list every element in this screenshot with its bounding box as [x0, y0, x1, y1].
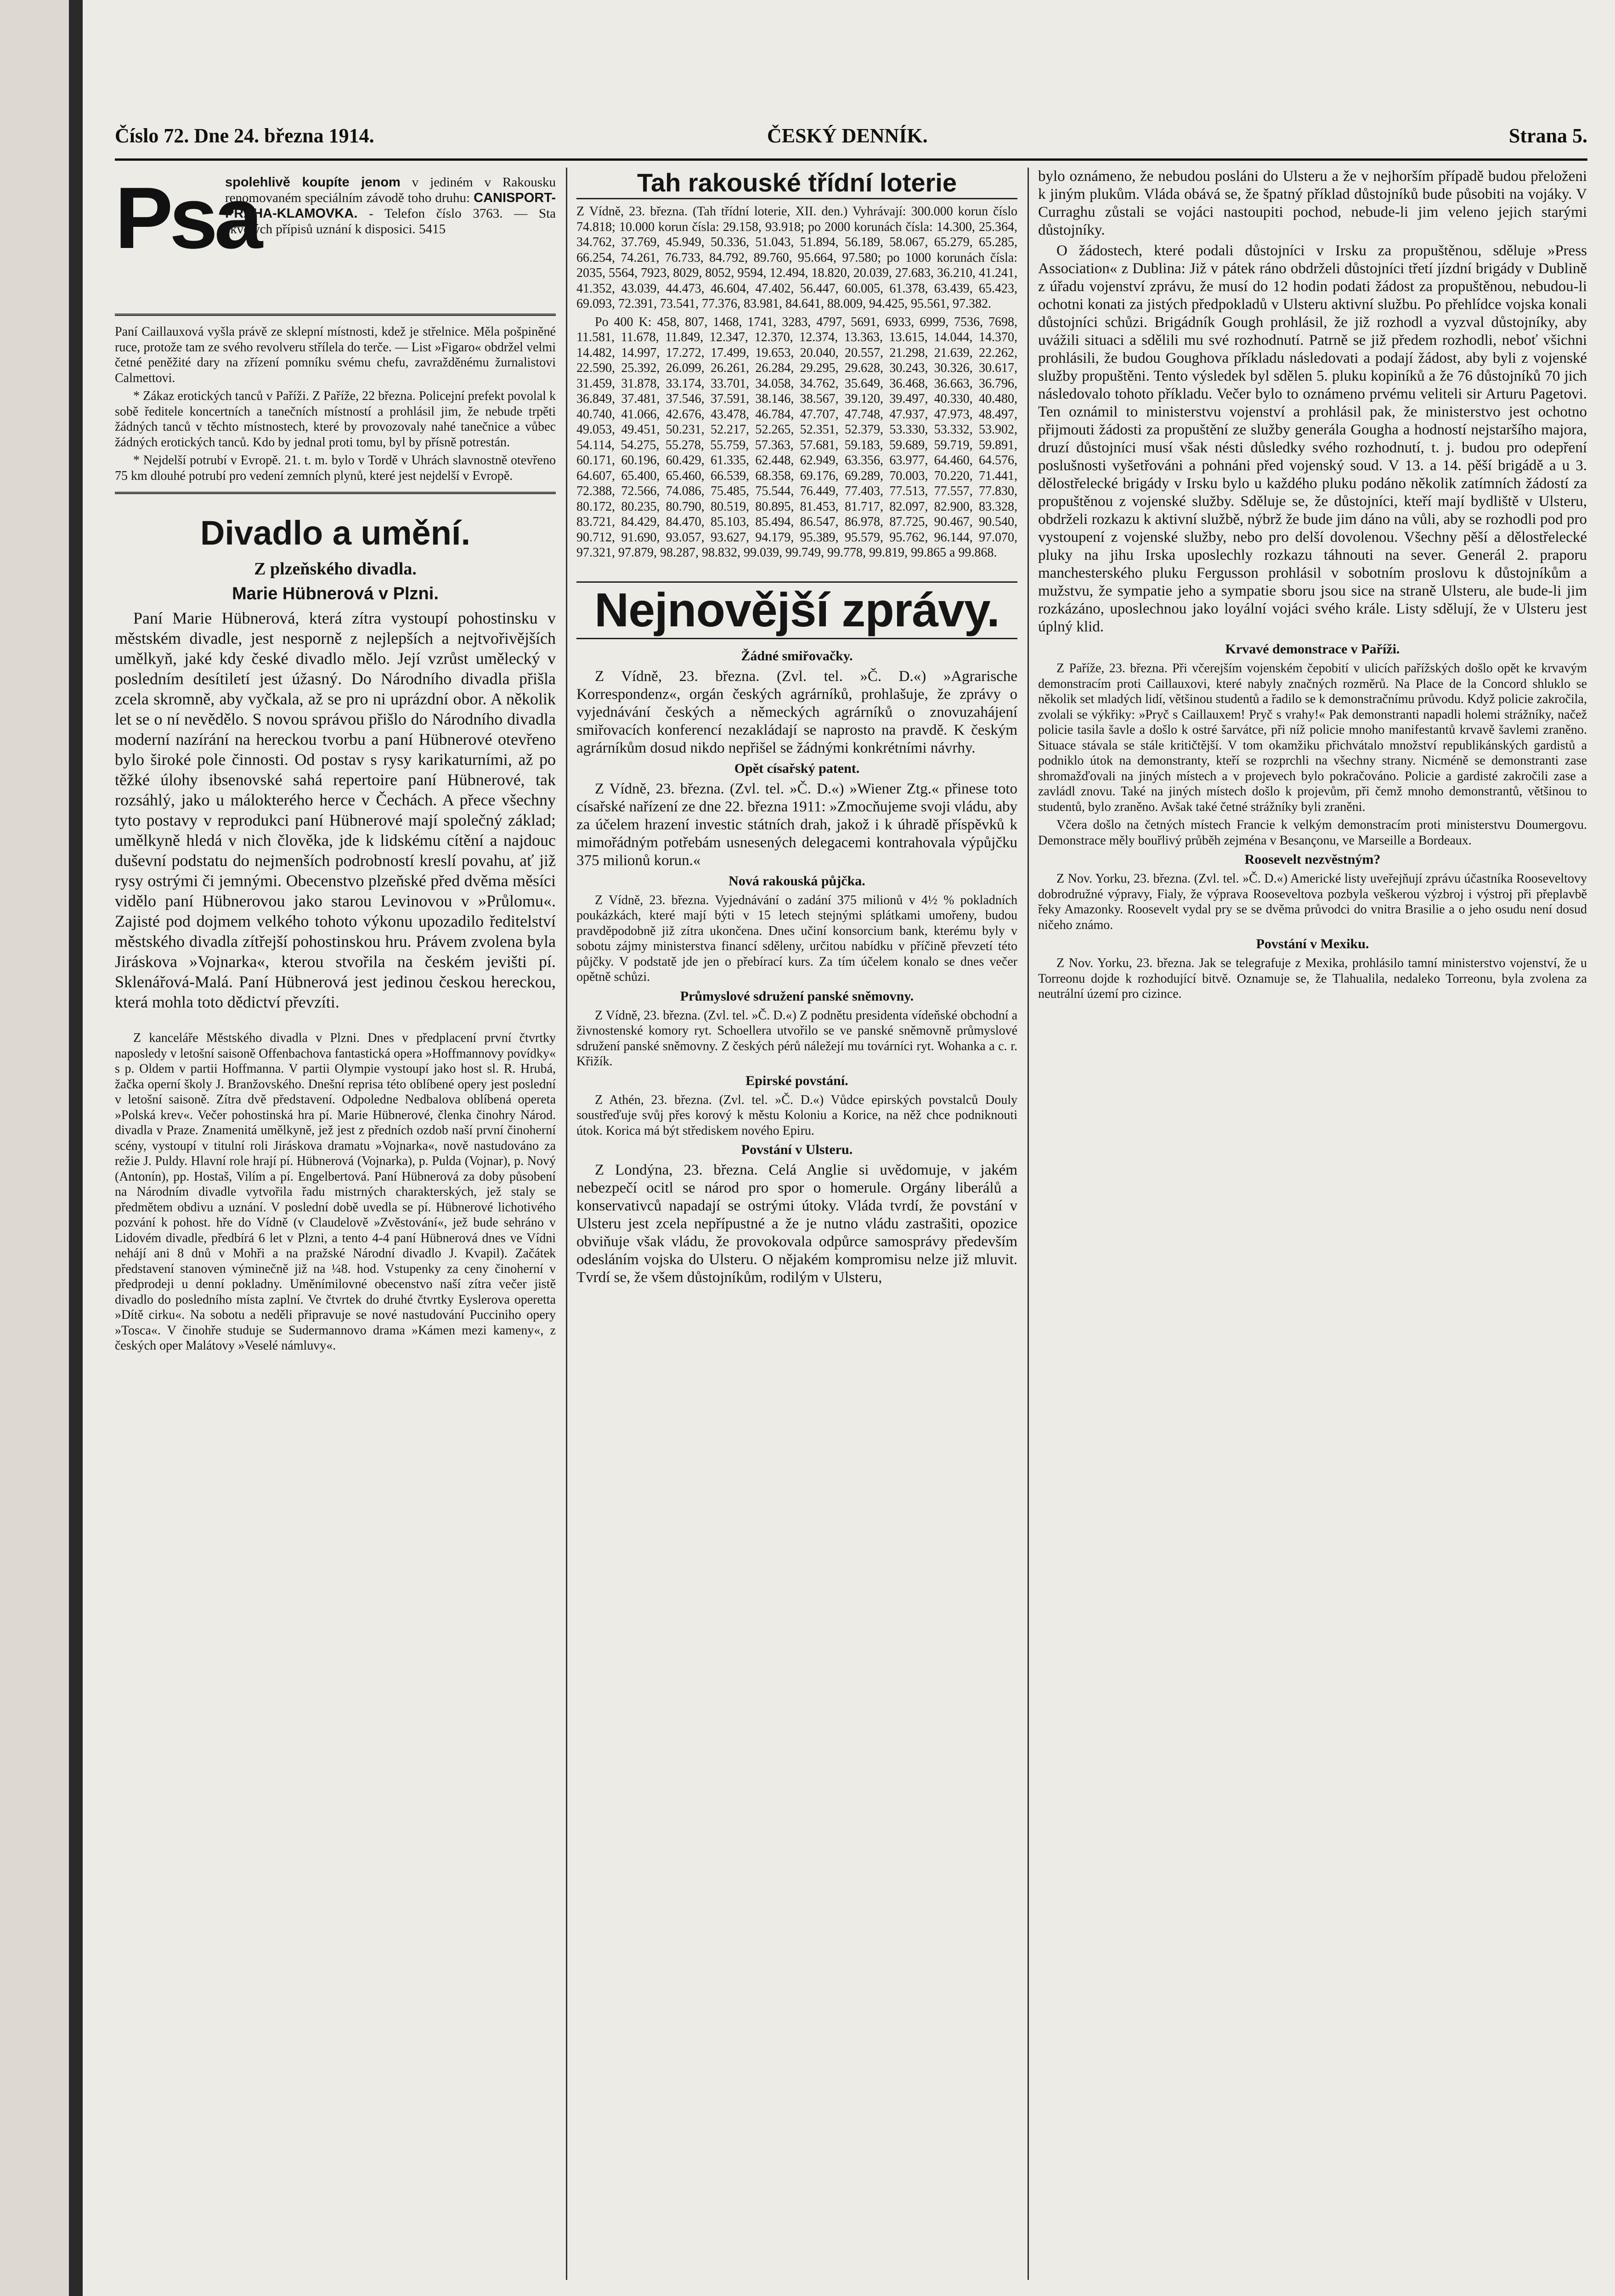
column-rule [1028, 168, 1029, 2280]
news-headline: Roosevelt nezvěstným? [1244, 852, 1381, 867]
ad-text [225, 174, 556, 237]
news-headline: Povstání v Ulsteru. [741, 1142, 853, 1157]
newspaper-page [83, 0, 1615, 2296]
lottery-title: Tah rakouské třídní loterie [576, 168, 1017, 199]
news-headline: Žádné smiřovačky. [741, 648, 853, 664]
dog-advertisement [115, 168, 556, 305]
ad-company: CANISPORT-PRAHA-KLAMOVKA. [225, 191, 556, 221]
news-text: Z Vídně, 23. března. (Zvl. tel. »Č. D.«) »Wiener Ztg.« přinese toto císařské nařízení ze dne 22. března 1911: »Zmocňujeme svoji vládu, aby za účelem hrazení investic státních drah, jakož i k úhradě příspěvků k mimořádným potřebám usnesených delegacemi kontrahovala výpůjčku 375 milionů korun.« [576, 780, 1017, 869]
ad-bold: spolehlivě koupíte jenom [225, 175, 401, 190]
divider [115, 492, 556, 494]
binding-fold [69, 0, 83, 2296]
news-caillaux: Paní Caillauxová vyšla právě ze sklepní místnosti, kdež je střelnice. Měla pošpiněné ruce, protože tam ze svého revolveru střílela do terče. — List »Figaro« obdržel velmi četné peněžité dary na zřízení pomníku svému chefu, zavražděnému žurnalistovi Calmettovi. [115, 325, 556, 385]
column-3 [1038, 168, 1587, 2280]
news-headline: Povstání v Mexiku. [1256, 936, 1369, 951]
news-headline: Průmyslové sdružení panské sněmovny. [680, 988, 914, 1004]
news-headline: Krvavé demonstrace v Paříži. [1225, 642, 1400, 657]
section-theatre-title: Divadlo a umění. [200, 514, 471, 552]
news-headline: Opět císařský patent. [734, 760, 860, 776]
theatre-headline: Marie Hübnerová v Plzni. [232, 584, 439, 603]
divider [115, 314, 556, 316]
roosevelt-news: Z Nov. Yorku, 23. března. (Zvl. tel. »Č. D.«) Americké listy uveřejňují zprávu účastníka Rooseveltovy dobrodružné výpravy, Fialy, že výprava Rooseveltova pozbyla veškerou výzbroj i výstroj při přeplavbě řeky Amazonky. Roosevelt vydal pry se se dvěma průvodci do vnitra Brasilie a o jeho osudu není dosud ničeho známo. [1038, 872, 1587, 932]
ad-big-word: Psa [115, 169, 260, 267]
newspaper-name: ČESKÝ DENNÍK. [767, 124, 928, 147]
ulster-officers: O žádostech, které podali důstojníci v Irsku za propuštěnou, sděluje »Press Association« z Dublina: Již v pátek ráno obdrželi důstojníci třetí jízdní brigády v Dublině z úřadu vojenství zprávu, že musí do 12 hodin podati žádost za propuštěnou, nebudou-li ochotni konati za jistých předpokladů v Ulsteru aktivní službu. Po přehlídce vojska konali důstojníci schůzi. Brigádník Gough prohlásil, že již rozhodl a vyzval důstojníky, aby uvážili situaci a sdělili mu své rozhodnutí. Patrně se již předem rozhodli, neboť všichni prohlásili, že budou Goughova příkladu následovati a podají žádost, aby byli z vojenské služby propuštěni. Tento výsledek byl sdělen 5. pluku kopiníků a že 76 důstojníků 70 jich následovalo tohoto příkladu. Večer bylo to oznámeno prvému veliteli sir Arturu Pagetovi. Ten oznámil to ministerstvu vojenství a prohlásil pak, že ministerstvo jest ochotno přijmouti žádosti za propuštění ze služby generála Gougha a hodností nejstaršího majora, druzí důstojníci musí však nésti důsledky svého rozhodnutí, t. j. budou pro odepření poslušnosti vyšetřováni a pohnáni před vojenský soud. V 13. a 14. pěší brigádě a u 3. dělostřelecké brigády v Irsku bylo u každého pluku podáno několik zatímních žádostí za propuštěnou z vojenské služby. Sděluje se, že důstojníci, kteří mají bydliště v Ulsteru, obdrželi rozkazu k aktivní službě, nýbrž že bude jim dáno na vůli, aby se rozhodli pod pro vystoupení z vojenské služby, nebo pro delší dovolenou. Všechny pěší a dělostřelecké pluky na jihu Irska uposlechly rozkazu táhnouti na sever. Generál 2. praporu manchesterského pluku Fergusson prohlásil v sobotním proslovu k důstojníkům a mužstvu, že sympatie jeho a sympatie sboru jsou sice na straně Ulsteru, ale bude-li jim rozkázáno, uposlechnou jako loyální vojáci svého krále. Listy sdělují, že v Ulsteru jest úplný klid. [1038, 242, 1587, 635]
ulster-continued: bylo oznámeno, že nebudou posláni do Ulsteru a že v nejhorším případě budou přeloženi k jiným plukům. Vláda obává se, že špatný příklad důstojníků bude působiti na vojáky. V Curraghu zůstali se vojáci nastoupiti pochod, nebude-li jim veleno jejich starými důstojníky. [1038, 168, 1587, 238]
page-header [115, 124, 1587, 156]
france-demonstrations: Včera došlo na četných místech Francie k velkým demonstracím proti ministerstvu Doumergovu. Demonstrace měly bouřlivý průběh zejména v Besançonu, ve Marseille a Bordeaux. [1038, 818, 1587, 848]
news-headline: Nová rakouská půjčka. [728, 873, 865, 889]
theatre-subtitle: Z plzeňského divadla. [254, 559, 417, 579]
column-rule [566, 168, 567, 2280]
ad-number: 5415 [419, 222, 446, 236]
news-text: Z Athén, 23. března. (Zvl. tel. »Č. D.«) Vůdce epirských povstalců Douly soustřeďuje svůj přes korový k městu Koloniu a Korice, na něž chce podniknouti útok. Korica má být střediskem nového Epiru. [576, 1092, 1017, 1138]
news-text: Z Londýna, 23. března. Celá Anglie si uvědomuje, v jakém nebezpečí ocitl se národ pro spor o homerule. Orgány liberálů a konservativců napadají se ostrými útoky. Vláda tvrdí, že povstání v Ulsteru jest zcela nepřípustné a že je nutno vládu zastrašiti, opozice obviňuje však vládu, že provokovala odpůrce samosprávy především odesláním vojska do Ulsteru. O nějakém kompromisu nelze již mluvit. Tvrdí se, že všem důstojníkům, rodilým v Ulsteru, [576, 1162, 1017, 1286]
ad-body: v jediném v Rakousku renomovaném speciálním závodě toho druhu: [225, 175, 556, 205]
page-number: Strana 5. [1508, 124, 1587, 147]
news-headline: Epirské povstání. [745, 1073, 848, 1088]
news-text: Z Vídně, 23. března. (Zvl. tel. »Č. D.«) Z podnětu presidenta vídeňské obchodní a živnostenské komory ryt. Schoellera utvořilo se ve panské sněmovně průmyslové sdružení panské sněmovny. Z českých pérů náležejí mu továrníci ryt. Wohanka a c. r. Křižík. [576, 1008, 1017, 1069]
news-dances: * Zákaz erotických tanců v Paříži. Z Paříže, 22 března. Policejní prefekt povolal k sobě ředitele koncertních a tanečních místností a prohlásil jim, že nebude trpěti žádných tanců v těchto místnostech, které by provozovaly nahé tanečnice a vůbec žádných erotických tanců. Kdo by jednal proti tomu, byl by přísně potrestán. [115, 389, 556, 450]
lottery-results-400: Po 400 K: 458, 807, 1468, 1741, 3283, 4797, 5691, 6933, 6999, 7536, 7698, 11.581, 11.678, 11.849, 12.347, 12.370, 12.374, 13.363, 13.615, 14.044, 14.370, 14.482, 14.997, 17.272, 17.499, 19.653, 20.040, 20.557, 21.298, 21.639, 22.262, 22.590, 25.392, 26.099, 26.261, 26.284, 29.295, 29.628, 30.243, 30.326, 30.617, 31.459, 31.878, 33.174, 33.701, 34.058, 34.762, 35.649, 36.468, 36.663, 36.796, 36.849, 37.481, 37.546, 37.591, 38.146, 38.567, 39.120, 39.497, 40.330, 40.480, 40.740, 41.066, 42.676, 43.478, 46.784, 47.707, 47.748, 47.937, 47.973, 48.497, 49.053, 49.451, 50.231, 52.217, 52.265, 52.351, 52.379, 53.330, 53.332, 53.902, 54.114, 54.275, 55.278, 55.759, 57.363, 57.681, 59.183, 59.689, 59.719, 59.891, 60.171, 60.196, 60.429, 61.335, 62.448, 62.949, 63.356, 63.977, 64.460, 64.576, 64.607, 65.400, 65.460, 66.539, 68.358, 69.176, 69.289, 70.003, 70.220, 71.441, 72.388, 72.566, 74.086, 75.485, 75.544, 76.449, 77.403, 77.513, 77.557, 77.830, 80.172, 80.235, 80.790, 80.519, 80.895, 81.453, 81.717, 82.097, 82.900, 83.328, 83.721, 84.429, 84.470, 85.103, 85.494, 86.547, 86.978, 87.725, 90.467, 90.540, 90.712, 91.690, 93.057, 93.627, 94.179, 95.389, 95.579, 95.762, 96.144, 97.070, 97.321, 97.879, 98.287, 98.832, 99.039, 99.749, 99.778, 99.819, 99.865 a 99.868. [576, 315, 1017, 560]
column-2 [576, 168, 1017, 2280]
previous-page-edge [0, 0, 69, 2296]
paris-demonstrations: Z Paříže, 23. března. Při včerejším vojenském čepobití v ulicích pařížských došlo opět ke krvavým demonstracím proti Caillauxovi, které nabyly značných rozměrů. Na Place de la Concord shluklo se několik set mladých lidí, většinou studentů a řadilo se k demonstračnímu průvodu. Když policie zakročila, zvolali se výkřiky: »Pryč s Caillauxem! Pryč s vrahy!« Pak demonstranti napadli holemi strážníky, načež policie tasila šavle a došlo k ostré šarvátce, při níž policie mnoho manifestantů krvavě šavlemi zraněno. Situace stávala se stále kritičtější. V tom okamžiku přichvátalo množství republikánských gardistů a podniklo útok na demonstranty, kteří se rozprchli na všechny strany. Nicméně se demonstranti zase shromažďovali na jiných místech a v projevech bylo pokračováno. Policie a gardisté zakročili zase a zavládl znovu. Také na jiných místech došlo k projevům, při čemž mnoho demonstrantů, většinou to studentů, bylo zraněno. Avšak také četné strážníky byli zraněni. [1038, 661, 1587, 814]
ad-body-2: - Telefon číslo 3763. — Sta skvělých přípisů uznání k disposici. [225, 206, 556, 236]
column-1 [115, 168, 556, 2280]
news-pipeline: * Nejdelší potrubí v Evropě. 21. t. m. bylo v Tordě v Uhrách slavnostně otevřeno 75 km dlouhé potrubí pro vedení zemních plynů, které jest nejdelší v Evropě. [115, 453, 556, 483]
lottery-results: Z Vídně, 23. března. (Tah třídní loterie, XII. den.) Vyhrávají: 300.000 korun číslo 74.818; 10.000 korun čísla: 29.158, 93.918; po 2000 korunách čísla: 14.300, 25.364, 34.762, 37.769, 45.949, 50.336, 51.043, 51.894, 56.189, 58.067, 65.279, 65.285, 66.254, 74.261, 76.733, 84.792, 89.760, 95.664, 97.580; po 1000 korunách čísla: 2035, 5564, 7923, 8029, 8052, 9594, 12.494, 18.820, 20.039, 27.683, 36.210, 41.241, 41.352, 43.039, 44.473, 46.604, 47.402, 56.447, 60.005, 61.378, 63.439, 65.423, 69.093, 72.391, 73.541, 77.376, 83.981, 84.641, 88.009, 94.425, 95.561, 97.382. [576, 204, 1017, 311]
article-hubnerova: Paní Marie Hübnerová, která zítra vystoupí pohostinsku v městském divadle, jest nesporně z nejlepších a nejtvořivějších umělkyň, jaké kdy české divadlo mělo. Její vzrůst umělecký v posledním desítiletí jest úžasný. Do Národního divadla přišla zcela skromně, aby vyčkala, až se pro ni uprázdní obor. A několik let se o ní nevědělo. S novou správou přišlo do Národního divadla moderní nazírání na hereckou tvorbu a paní Hübnerové otevřeno bylo široké pole činnosti. Od postav s rysy karikaturními, až po těžké úlohy ibsenovské sahá repertoire paní Hübnerové, tak rozsáhlý, jako u málokterého herce v Čechách. A přece všechny tyto postavy v reprodukci paní Hübnerové mají společný základ; umělkyně hledá v nich člověka, jde k lidskému cítění a najdouc duševní podstatu do nejmenších podrobností kreslí povahu, ať již rysy ostrými či jemnými. Obecenstvo plzeňské před dvěma měsíci vidělo paní Hübnerovou jako starou Levinovou v »Průlomu«. Zajisté pod dojmem velkého tohoto výkonu upozadilo ředitelství městského divadla zítřejší pohostinskou hru. Právem zvolena byla Jiráskova »Vojnarka«, kterou stvořila na českém jevišti pí. Sklenářová-Malá. Paní Hübnerová jest jedinou českou hereckou, která mohla toto dědictví převzíti. [115, 609, 556, 1011]
article-theatre-office: Z kanceláře Městského divadla v Plzni. Dnes v předplacení první čtvrtky naposledy v letošní saisoně Offenbachova fantastická opera »Hoffmannovy povídky« s p. Oldem v partii Hoffmanna. V partii Olympie vystoupí jako host sl. R. Hrubá, žačka operní školy J. Branžovského. Dnešní reprisa této oblíbené opery jest poslední v letošní saisoně. Zítra dvě představení. Odpoledne Nedbalova oblíbená opereta »Polská krev«. Večer pohostinská hra pí. Marie Hübnerové, členka činohry Národ. divadla v Praze. Znamenitá umělkyně, jež jest z předních ozdob naší první činoherní scény, vystoupí v titulní roli Jiráskova dramatu »Vojnarka«, nově nastudováno za režie J. Puldy. Hlavní role hrají pí. Hübnerová (Vojnarka), p. Pulda (Vojnar), p. Nový (Antonín), pp. Hostaš, Vilím a pí. Engelbertová. Paní Hübnerová za doby působení na Národním divadle vytvořila řadu mistrných charakterských, jež staly se předmětem obdivu a uznání. V poslední době uvedla se pí. Hübnerové lichotivého pozvání k pohost. hře do Vídně (v Claudelově »Zvěstování«, jež bude sehráno v Lidovém divadle, předbírá 6 let v Plzni, a tento 4-4 paní Hübnerová dnes ve Vídni nehájí ani 8 dnů v Mohři a na pražské Národní divadlo J. Kvapil). Začátek představení stanoven výminečně již na ¼8. hod. Vstupenky za ceny činoherní v předprodeji u denní pokladny. Uměnímilovné obecenstvo naší zítra večer jistě divadlo do posledního místa zaplní. Ve čtvrtek do druhé čtvrtky Eyslerova operetta »Dítě cirku«. Na sobotu a neděli připravuje se nové nastudování Pucciniho opery »Tosca«. V činohře studuje se Sudermannovo drama »Kámen mezi kameny«, z českých oper Malátovy »Veselé námluvy«. [115, 1031, 556, 1353]
news-text: Z Vídně, 23. března. Vyjednávání o zadání 375 milionů v 4½ % pokladních poukázkách, které mají býti v 15 letech stejnými splátkami umořeny, budou pravděpodobně již zítra ukončena. Dnes učiní konsorcium bank, kterému byly v sobotu zájmy ministerstva financí sděleny, určitou nabídku v příčině převzetí této půjčky. V podstatě jde jen o přebírací kurs. Za tím účelem konalo se dnes večer opětně schůzi. [576, 893, 1017, 984]
header-rule [115, 158, 1587, 161]
issue-date: Číslo 72. Dne 24. března 1914. [115, 124, 374, 147]
mexico-news: Z Nov. Yorku, 23. března. Jak se telegrafuje z Mexika, prohlásilo tamní ministerstvo vojenství, že u Torreonu dojde k rozhodující bitvě. Oznamuje se, že Tlahualila, nedaleko Torreonu, byla zvolena za neutrální území pro cizince. [1038, 956, 1587, 1001]
news-text: Z Vídně, 23. března. (Zvl. tel. »Č. D.«) »Agrarische Korrespondenz«, orgán českých agrárníků, prohlašuje, že zprávy o vyjednávání českých a německých agrárníků o znovuzahájení smiřovacích konferencí nezakládají se naprosto na pravdě. K českým agrárníkům dosud nikdo nepřišel se žádnými konkrétními návrhy. [576, 668, 1017, 756]
latest-news-title: Nejnovější zprávy. [576, 581, 1017, 639]
